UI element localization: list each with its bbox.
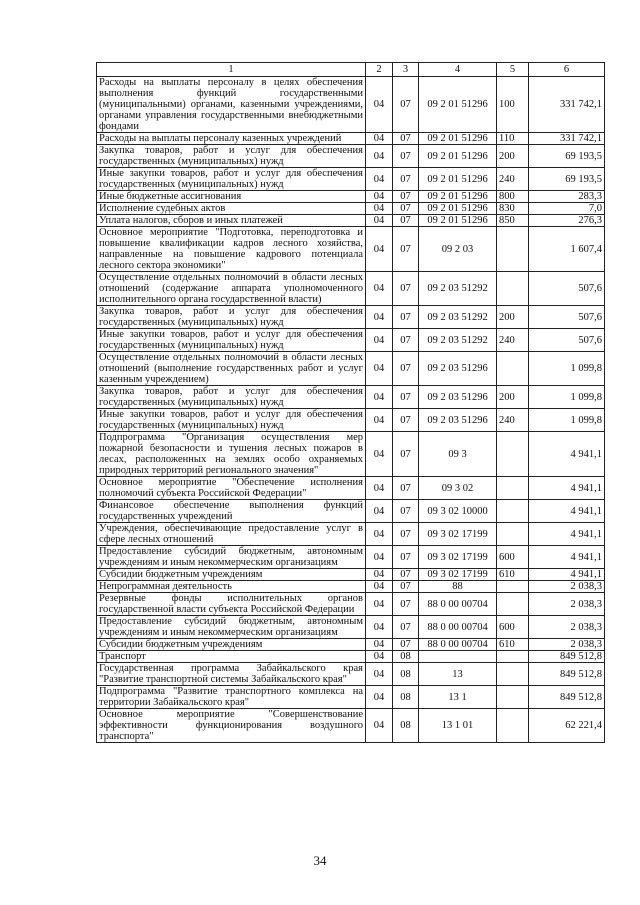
section-code-cell: 04 [366,569,393,581]
section-code-cell: 04 [366,329,393,352]
amount-cell: 62 221,4 [529,709,605,743]
item-name-cell: Субсидии бюджетным учреждениям [97,569,366,581]
item-name-cell: Исполнение судебных актов [97,203,366,215]
amount-cell: 4 941,1 [529,432,605,477]
target-article-code-cell: 09 3 02 17199 [419,569,497,581]
expense-type-code-cell [497,686,529,709]
amount-cell: 69 193,5 [529,168,605,191]
table-row [97,145,605,168]
amount-cell: 849 512,8 [529,663,605,686]
subsection-code-cell: 08 [393,686,419,709]
header-row [97,63,605,77]
item-name-cell: Предоставление субсидий бюджетным, автономным учреждениям и иным некоммерческим организациям [97,546,366,569]
target-article-code-cell: 88 0 00 00704 [419,593,497,616]
expense-type-code-cell [497,523,529,546]
item-name-cell: Уплата налогов, сборов и иных платежей [97,215,366,227]
item-name-cell: Подпрограмма "Организация осуществления мер пожарной безопасности и тушения лесных пожаров в лесах, расположенных на землях особо охраняемых природных территорий регионального значения" [97,432,366,477]
amount-cell: 2 038,3 [529,593,605,616]
table-row [97,77,605,133]
subsection-code-cell: 07 [393,227,419,272]
amount-cell: 331 742,1 [529,77,605,133]
target-article-code-cell: 88 0 00 00704 [419,639,497,651]
item-name-cell: Иные закупки товаров, работ и услуг для обеспечения государственных (муниципальных) нужд [97,329,366,352]
subsection-code-cell: 08 [393,709,419,743]
item-name-cell: Закупка товаров, работ и услуг для обеспечения государственных (муниципальных) нужд [97,306,366,329]
expense-type-code-cell: 100 [497,77,529,133]
expense-type-code-cell: 110 [497,133,529,145]
subsection-code-cell: 07 [393,168,419,191]
expense-type-code-cell: 850 [497,215,529,227]
target-article-code-cell: 09 2 03 51296 [419,352,497,386]
target-article-code-cell: 13 1 01 [419,709,497,743]
section-code-cell: 04 [366,145,393,168]
table-row [97,581,605,593]
item-name-cell: Иные закупки товаров, работ и услуг для обеспечения государственных (муниципальных) нужд [97,409,366,432]
expense-type-code-cell [497,500,529,523]
section-code-cell: 04 [366,352,393,386]
subsection-code-cell: 07 [393,306,419,329]
subsection-code-cell: 07 [393,409,419,432]
header-cell: 6 [529,63,605,77]
target-article-code-cell: 09 2 01 51296 [419,77,497,133]
target-article-code-cell: 09 2 01 51296 [419,215,497,227]
table-row [97,227,605,272]
target-article-code-cell: 09 2 01 51296 [419,145,497,168]
table-row [97,432,605,477]
subsection-code-cell: 07 [393,546,419,569]
expense-type-code-cell: 600 [497,546,529,569]
item-name-cell: Основное мероприятие "Подготовка, переподготовка и повышение квалификации кадров лесного хозяйства, направленные на повышение кадрового потенциала лесного сектора экономики" [97,227,366,272]
item-name-cell: Непрограммная деятельность [97,581,366,593]
section-code-cell: 04 [366,227,393,272]
target-article-code-cell: 09 2 03 [419,227,497,272]
subsection-code-cell: 08 [393,651,419,663]
section-code-cell: 04 [366,639,393,651]
amount-cell: 69 193,5 [529,145,605,168]
subsection-code-cell: 07 [393,477,419,500]
section-code-cell: 04 [366,215,393,227]
table-row [97,168,605,191]
section-code-cell: 04 [366,432,393,477]
target-article-code-cell: 13 1 [419,686,497,709]
budget-table [96,62,605,743]
subsection-code-cell: 07 [393,133,419,145]
target-article-code-cell [419,651,497,663]
section-code-cell: 04 [366,168,393,191]
expense-type-code-cell: 200 [497,386,529,409]
expense-type-code-cell: 200 [497,306,529,329]
amount-cell: 331 742,1 [529,133,605,145]
table-row [97,616,605,639]
header-cell: 1 [97,63,366,77]
expense-type-code-cell: 240 [497,168,529,191]
section-code-cell: 04 [366,409,393,432]
expense-type-code-cell: 600 [497,616,529,639]
header-cell: 3 [393,63,419,77]
section-code-cell: 04 [366,546,393,569]
target-article-code-cell: 09 2 03 51296 [419,409,497,432]
section-code-cell: 04 [366,191,393,203]
header-cell: 2 [366,63,393,77]
target-article-code-cell: 09 3 02 17199 [419,523,497,546]
amount-cell: 1 607,4 [529,227,605,272]
subsection-code-cell: 07 [393,500,419,523]
expense-type-code-cell: 240 [497,409,529,432]
amount-cell: 7,0 [529,203,605,215]
expense-type-code-cell [497,477,529,500]
amount-cell: 4 941,1 [529,546,605,569]
expense-type-code-cell [497,272,529,306]
expense-type-code-cell: 240 [497,329,529,352]
amount-cell: 283,3 [529,191,605,203]
target-article-code-cell: 09 2 03 51292 [419,272,497,306]
amount-cell: 276,3 [529,215,605,227]
subsection-code-cell: 07 [393,432,419,477]
subsection-code-cell: 07 [393,77,419,133]
expense-type-code-cell: 800 [497,191,529,203]
subsection-code-cell: 07 [393,272,419,306]
table-row [97,386,605,409]
subsection-code-cell: 07 [393,386,419,409]
section-code-cell: 04 [366,386,393,409]
table-row [97,639,605,651]
expense-type-code-cell: 830 [497,203,529,215]
item-name-cell: Основное мероприятие "Совершенствование эффективности функционирования воздушного транспорта" [97,709,366,743]
amount-cell: 4 941,1 [529,477,605,500]
section-code-cell: 04 [366,581,393,593]
table-row [97,133,605,145]
section-code-cell: 04 [366,686,393,709]
item-name-cell: Финансовое обеспечение выполнения функций государственных учреждений [97,500,366,523]
subsection-code-cell: 07 [393,581,419,593]
section-code-cell: 04 [366,272,393,306]
section-code-cell: 04 [366,651,393,663]
item-name-cell: Закупка товаров, работ и услуг для обеспечения государственных (муниципальных) нужд [97,386,366,409]
table-row [97,409,605,432]
expense-type-code-cell: 200 [497,145,529,168]
expense-type-code-cell [497,651,529,663]
subsection-code-cell: 07 [393,616,419,639]
item-name-cell: Резервные фонды исполнительных органов государственной власти субъекта Российской Федерации [97,593,366,616]
expense-type-code-cell [497,593,529,616]
expense-type-code-cell [497,227,529,272]
target-article-code-cell: 09 2 03 51292 [419,306,497,329]
section-code-cell: 04 [366,203,393,215]
amount-cell: 4 941,1 [529,523,605,546]
table-row [97,306,605,329]
table-row [97,352,605,386]
subsection-code-cell: 07 [393,203,419,215]
header-cell: 4 [419,63,497,77]
table-row [97,272,605,306]
target-article-code-cell: 09 2 03 51296 [419,386,497,409]
target-article-code-cell: 09 3 02 17199 [419,546,497,569]
target-article-code-cell: 09 3 02 [419,477,497,500]
amount-cell: 4 941,1 [529,500,605,523]
table-row [97,663,605,686]
subsection-code-cell: 08 [393,663,419,686]
section-code-cell: 04 [366,477,393,500]
subsection-code-cell: 07 [393,523,419,546]
target-article-code-cell: 13 [419,663,497,686]
amount-cell: 1 099,8 [529,352,605,386]
amount-cell: 507,6 [529,272,605,306]
expense-type-code-cell: 610 [497,639,529,651]
item-name-cell: Государственная программа Забайкальского края "Развитие транспортной системы Забайкальского края" [97,663,366,686]
target-article-code-cell: 09 3 [419,432,497,477]
item-name-cell: Иные закупки товаров, работ и услуг для обеспечения государственных (муниципальных) нужд [97,168,366,191]
item-name-cell: Осуществление отдельных полномочий в области лесных отношений (содержание аппарата уполномоченного исполнительного органа государственной власти) [97,272,366,306]
subsection-code-cell: 07 [393,215,419,227]
target-article-code-cell: 88 0 00 00704 [419,616,497,639]
table-row [97,215,605,227]
section-code-cell: 04 [366,523,393,546]
section-code-cell: 04 [366,709,393,743]
table-row [97,651,605,663]
section-code-cell: 04 [366,500,393,523]
target-article-code-cell: 09 3 02 10000 [419,500,497,523]
amount-cell: 849 512,8 [529,686,605,709]
item-name-cell: Учреждения, обеспечивающие предоставление услуг в сфере лесных отношений [97,523,366,546]
expense-type-code-cell [497,432,529,477]
expense-type-code-cell [497,663,529,686]
expense-type-code-cell: 610 [497,569,529,581]
subsection-code-cell: 07 [393,329,419,352]
section-code-cell: 04 [366,77,393,133]
item-name-cell: Закупка товаров, работ и услуг для обеспечения государственных (муниципальных) нужд [97,145,366,168]
header-cell: 5 [497,63,529,77]
amount-cell: 507,6 [529,329,605,352]
item-name-cell: Иные бюджетные ассигнования [97,191,366,203]
item-name-cell: Субсидии бюджетным учреждениям [97,639,366,651]
table-row [97,709,605,743]
subsection-code-cell: 07 [393,191,419,203]
table-row [97,500,605,523]
amount-cell: 2 038,3 [529,581,605,593]
target-article-code-cell: 09 2 01 51296 [419,168,497,191]
page-number: 34 [313,853,327,868]
section-code-cell: 04 [366,133,393,145]
subsection-code-cell: 07 [393,639,419,651]
table-row [97,523,605,546]
section-code-cell: 04 [366,663,393,686]
section-code-cell: 04 [366,593,393,616]
amount-cell: 1 099,8 [529,409,605,432]
item-name-cell: Расходы на выплаты персоналу в целях обеспечения выполнения функций государственными (муниципальными) органами, казенными учреждениями, органами управления государственными внебюджетными фондами [97,77,366,133]
subsection-code-cell: 07 [393,352,419,386]
table-row [97,191,605,203]
subsection-code-cell: 07 [393,569,419,581]
table-row [97,686,605,709]
amount-cell: 4 941,1 [529,569,605,581]
target-article-code-cell: 09 2 03 51292 [419,329,497,352]
amount-cell: 849 512,8 [529,651,605,663]
target-article-code-cell: 09 2 01 51296 [419,191,497,203]
table-row [97,546,605,569]
item-name-cell: Осуществление отдельных полномочий в области лесных отношений (выполнение государственных работ и услуг казенным учреждением) [97,352,366,386]
target-article-code-cell: 88 [419,581,497,593]
expense-type-code-cell [497,581,529,593]
amount-cell: 1 099,8 [529,386,605,409]
subsection-code-cell: 07 [393,145,419,168]
table-row [97,569,605,581]
expense-type-code-cell [497,352,529,386]
subsection-code-cell: 07 [393,593,419,616]
amount-cell: 2 038,3 [529,616,605,639]
table-row [97,593,605,616]
item-name-cell: Основное мероприятие "Обеспечение исполнения полномочий субъекта Российской Федерации" [97,477,366,500]
item-name-cell: Расходы на выплаты персоналу казенных учреждений [97,133,366,145]
table-body [97,77,605,743]
amount-cell: 507,6 [529,306,605,329]
section-code-cell: 04 [366,306,393,329]
item-name-cell: Подпрограмма "Развитие транспортного комплекса на территории Забайкальского края" [97,686,366,709]
table-row [97,329,605,352]
item-name-cell: Предоставление субсидий бюджетным, автономным учреждениям и иным некоммерческим организациям [97,616,366,639]
table-row [97,203,605,215]
table-row [97,477,605,500]
expense-type-code-cell [497,709,529,743]
target-article-code-cell: 09 2 01 51296 [419,133,497,145]
section-code-cell: 04 [366,616,393,639]
amount-cell: 2 038,3 [529,639,605,651]
target-article-code-cell: 09 2 01 51296 [419,203,497,215]
item-name-cell: Транспорт [97,651,366,663]
